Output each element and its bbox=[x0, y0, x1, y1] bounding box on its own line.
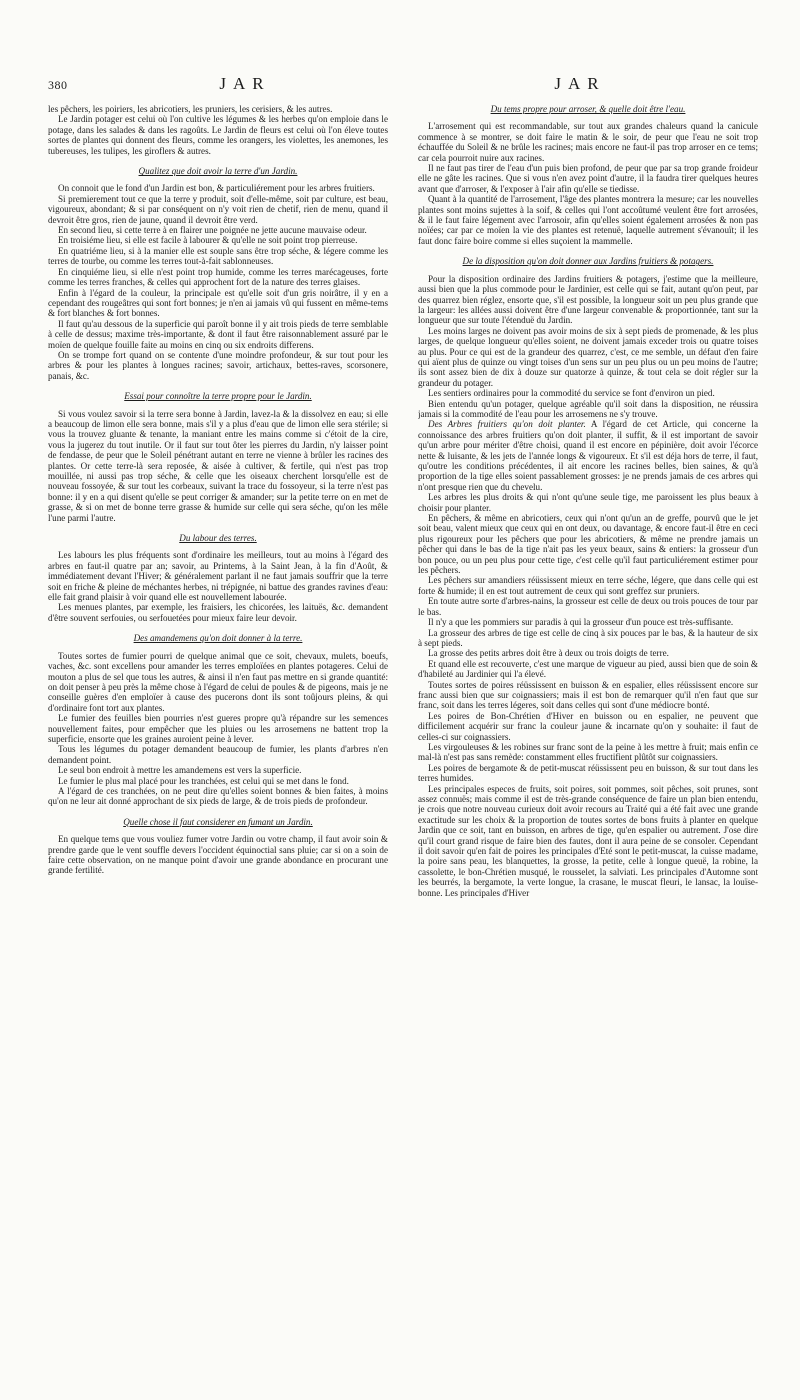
left-column bbox=[48, 104, 388, 1384]
paragraph: En quatriéme lieu, si à la manier elle est souple sans être trop séche, & légere comme les terres de tourbe, ou comme les terres tout-à-fait sablonneuses. bbox=[48, 245, 388, 267]
paragraph: Le fumier des feuilles bien pourries n'est gueres propre qu'à répandre sur les semences nouvellement faites, pour empêcher que les pluies ou les arrosemens ne battent trop la superficie, ensorte que les graines auroient peine à lever. bbox=[48, 713, 388, 744]
right-column bbox=[418, 104, 758, 1384]
paragraph: Les arbres les plus droits & qui n'ont qu'une seule tige, me paroissent les plus beaux à choisir pour planter. bbox=[418, 492, 758, 513]
paragraph: En second lieu, si cette terre à en flairer une poignée ne jette aucune mauvaise odeur. bbox=[58, 225, 367, 236]
paragraph: La grosse des petits arbres doit être à deux ou trois doigts de terre. bbox=[428, 648, 669, 659]
section-heading: Qualitez que doit avoir la terre d'un Jardin. bbox=[138, 166, 298, 177]
paragraph: Les pêchers sur amandiers réüssissent mieux en terre séche, légere, que dans celle qui est forte & humide; il en est tout autrement de ceux qui sont greffez sur pruniers. bbox=[418, 575, 758, 596]
paragraph: Les poires de bergamote & de petit-muscat réüssissent peu en buisson, & sur tout dans les terres humides. bbox=[418, 762, 758, 784]
paragraph: Il ne faut pas tirer de l'eau d'un puis bien profond, de peur que par sa trop grande froideur elle ne gâte les racines. Que si vous n'en avez point d'autre, il la faudra tirer quelques heures avant que d'arroser, & l'exposer à l'air afin qu'elle se tiedisse. bbox=[418, 163, 758, 194]
paragraph: Toutes sortes de poires réüssissent en buisson & en espalier, elles réüssissent encore sur franc aussi bien que sur coignassiers; mais il est bon de remarquer qu'il n'en faut que sur franc, soit dans les terres légeres, soit dans celles qui sont d'une médiocre bonté. bbox=[418, 679, 758, 711]
paragraph: Quant à la quantité de l'arrosement, l'âge des plantes montrera la mesure; car les nouvelles plantes sont moins sujettes à la soif, & celles qui l'ont accoûtumé veulent être fort arrosées, & il le faut faire légement avec l'arrosoir, afin qu'elles soient également arrosées & non pas noïées; car par ce moïen la vie des plantes est retenuë, laquelle autrement s'évanouït; il les faut donc faire boire comme si elles suçoient la mammelle. bbox=[418, 194, 758, 246]
paragraph: Les sentiers ordinaires pour la commodité du service se font d'environ un pied. bbox=[428, 388, 715, 399]
paragraph: Tous les légumes du potager demandent beaucoup de fumier, les plants d'arbres n'en demandent point. bbox=[48, 744, 388, 765]
section-heading: De la disposition qu'on doit donner aux Jardins fruitiers & potagers. bbox=[462, 256, 714, 267]
paragraph: En pêchers, & même en abricotiers, ceux qui n'ont qu'un an de greffe, pourvû que le jet soit beau, valent mieux que ceux qui en ont deux, ou davantage, & encore faut-il être en ceci plus rigoureux pour les pêchers que pour les abricotiers, & même ne prendre jamais un pêcher qui dans le bas de la tige n'ait pas les yeux beaux, sains & entiers: la grosseur d'un bon pouce, ou un peu plus pour cette tige, c'est celle qu'il faut particuliérement estimer pour les pêchers. bbox=[418, 513, 758, 576]
paragraph: En toute autre sorte d'arbres-nains, la grosseur est celle de deux ou trois pouces de tour par le bas. bbox=[418, 596, 758, 617]
paragraph: Toutes sortes de fumier pourri de quelque animal que ce soit, chevaux, mulets, boeufs, vaches, &c. sont excellens pour amander les terres emploïées en plantes potageres. Celui de mouton a plus de sel que tous les autres, & ainsi il n'en faut pas mettre en si grande quantité: on doit penser à peu près la même chose à l'égard de celui de poules & de pigeons, mais je ne conseille guères d'en emploïer à cause des pucerons dont ils sont toûjours pleins, & qui d'ordinaire font tort aux plantes. bbox=[48, 650, 388, 713]
paragraph: Les principales especes de fruits, soit poires, soit pommes, soit pêches, soit prunes, sont assez connuës; mais comme il est de très-grande conséquence de faire un plan bien entendu, je crois que notre nouveau curieux doit avoir recours au Traité qui a été fait avec une grande exactitude sur les choix & la proportion de toutes sortes de bons fruits à planter en quelque Jardin que ce soit, tant en buisson, en arbres de tige, qu'en espalier ou autrement. J'ose dire qu'il court grand risque de faire bien des fautes, dont il aura peine de se consoler. Cependant il doit savoir qu'en fait de poires les principales d'Eté sont le petit-muscat, la cuisse madame, la poire sans peau, les blanquettes, la grosse, la petite, celle à longue queuë, la robine, la cassolette, le bon-Chrétien musqué, le rousselet, la salviati. Les principales d'Automne sont les beurrés, la bergamote, la verte longue, la crasane, le muscat fleuri, le lansac, la louïse-bonne. Les principales d'Hiver bbox=[418, 783, 758, 898]
section-heading: Du tems propre pour arroser, & quelle doit être l'eau. bbox=[490, 104, 686, 114]
paragraph: Si premierement tout ce que la terre y produit, soit d'elle-même, soit par culture, est beau, vigoureux, abondant; & si par conséquent on n'y voit rien de chetif, rien de menu, quand il devroit être gros, rien de jaune, quand il devroit être verd. bbox=[48, 193, 388, 225]
paragraph: Bien entendu qu'un potager, quelque agréable qu'il soit dans la disposition, ne réussira jamais si la commodité de l'eau pour les arrosemens ne s'y trouve. bbox=[418, 398, 758, 419]
paragraph: Le Jardin potager est celui où l'on cultive les légumes & les herbes qu'on emploie dans le potage, dans les salades & dans les ragoûts. Le Jardin de fleurs est celui où l'on éleve toutes sortes de plantes qui donnent des fleurs, comme les orangers, les violettes, les anemones, les tubereuses, les tulipes, les giroflers & autres. bbox=[48, 114, 388, 156]
paragraph: En troisiéme lieu, si elle est facile à labourer & qu'elle ne soit point trop pierreuse. bbox=[58, 235, 358, 246]
section-heading: Des amandemens qu'on doit donner à la terre. bbox=[133, 633, 303, 644]
section-heading: Du labour des terres. bbox=[179, 533, 257, 544]
paragraph: La grosseur des arbres de tige est celle de cinq à six pouces par le bas, & la hauteur de six à sept pieds. bbox=[418, 627, 758, 648]
page-number: 380 bbox=[48, 78, 68, 92]
paragraph: Le fumier le plus mal placé pour les tranchées, est celui qui se met dans le fond. bbox=[58, 775, 349, 786]
paragraph: Le seul bon endroit à mettre les amandemens est vers la superficie. bbox=[58, 765, 302, 776]
paragraph: L'arrosement qui est recommandable, sur tout aux grandes chaleurs quand la canicule commence à se montrer, se doit faire le matin & le soir, de peur que l'eau ne soit trop échauffée du Soleil & ne brûle les racines; mais encore ne faut-il pas trop arroser en ce tems; car cela pourroit nuire aux racines. bbox=[418, 121, 758, 163]
paragraph: les pêchers, les poiriers, les abricotiers, les pruniers, les cerisiers, & les autres. bbox=[48, 104, 333, 114]
paragraph: A l'égard de ces tranchées, on ne peut dire qu'elles soient bonnes & bien faites, à moins qu'on ne leur ait donné approchant de six pieds de large, & de trois pieds de profondeur. bbox=[48, 785, 388, 807]
paragraph: On se trompe fort quand on se contente d'une moindre profondeur, & sur tout pour les arbres & pour les plantes à longues racines; savoir, artichaux, bettes-raves, scorsonere, panais, &c. bbox=[48, 349, 388, 381]
paragraph: On connoit que le fond d'un Jardin est bon, & particuliérement pour les arbres fruitiers. bbox=[58, 183, 375, 194]
running-head-right: JAR bbox=[554, 74, 606, 93]
paragraph: Les moins larges ne doivent pas avoir moins de six à sept pieds de promenade, & les plus larges, de quelque longueur qu'elles soient, ne doivent jamais exceder trois ou quatre toises au plus. Pour ce qui est de la grandeur des quarrez, c'est, ce me semble, un défaut d'en faire qui aïent plus de quinze ou vingt toises d'un sens sur un peu plus ou un peu moins de l'autre; ils sont assez bien de dix à douze sur quatorze à quinze, & tout cela se doit régler sur la grandeur du potager. bbox=[418, 325, 758, 388]
inline-subheading: Des Arbres fruitiers qu'on doit planter. bbox=[428, 419, 586, 430]
section-heading: Essai pour connoître la terre propre pour le Jardin. bbox=[124, 391, 312, 402]
paragraph-text: A l'égard de cet Article, qui concerne la connoissance des arbres fruitiers qu'on doit planter, il suffit, & il est important de savoir qu'un arbre pour mériter d'être choisi, quand il est encore en pépinière, doit avoir l'écorce nette & luisante, & les jets de l'année longs & vigoureux. Et s'il est déja hors de terre, il faut, qu'outre les conditions précédentes, il ait encore les racines belles, bien saines, & qu'à proportion de la tige elles soient passablement grosses: je ne prends jamais de ces arbres qui n'ont presque rien que du chevelu. bbox=[418, 419, 758, 492]
paragraph: Les poires de Bon-Chrétien d'Hiver en buisson ou en espalier, ne peuvent que difficilement acquérir sur franc la couleur jaune & incarnate qu'on y souhaite: il faut de celles-ci sur coignassiers. bbox=[418, 710, 758, 742]
paragraph: Et quand elle est recouverte, c'est une marque de vigueur au pied, aussi bien que de soin & d'habileté au Jardinier qui l'a élevé. bbox=[418, 658, 758, 680]
paragraph: Les menues plantes, par exemple, les fraisiers, les chicorées, les laituës, &c. demandent d'être souvent serfouies, ou serfouetées pour mieux faire leur devoir. bbox=[48, 602, 388, 623]
paragraph bbox=[418, 419, 758, 492]
running-head-left: JAR bbox=[219, 74, 271, 93]
paragraph: En cinquiéme lieu, si elle n'est point trop humide, comme les terres marécageuses, forte comme les terres franches, & celles qui approchent fort de la nature des terres glaises. bbox=[48, 266, 388, 288]
section-heading: Quelle chose il faut considerer en fumant un Jardin. bbox=[123, 816, 313, 827]
paragraph: Il faut qu'au dessous de la superficie qui paroît bonne il y ait trois pieds de terre semblable à celle de dessus; maxime très-importante, & dont il faut être raisonnablement assuré par le moïen de quelque fouille faite au moins en cinq ou six endroits differens. bbox=[48, 318, 388, 350]
paragraph: Les labours les plus fréquents sont d'ordinaire les meilleurs, tout au moins à l'égard des arbres en faut-il quatre par an; savoir, au Printems, à la Saint Jean, à la fin d'Août, & immédiatement devant l'Hiver; & généralement parlant il ne faut jamais souffrir que la terre soit en friche & pleine de méchantes herbes, ni trépignée, ni battue des grandes ravines d'eau: elle fait grand plaisir à voir quand elle est nouvellement labourée. bbox=[48, 550, 388, 603]
paragraph: Si vous voulez savoir si la terre sera bonne à Jardin, lavez-la & la dissolvez en eau; si elle a beaucoup de limon elle sera bonne, mais s'il y a plus d'eau que de limon elle sera stérile; si vous la trouvez gluante & tenante, la maniant entre les mains comme si c'étoit de la cire, vous la jugerez du tout inutile. Or il faut sur tout ôter les pierres du Jardin, n'y laisser point de fendasse, de peur que le Soleil pénétrant autant en terre ne vienne à brûler les racines des plantes. Or cette terre-là sera reposée, & aisée à cultiver, & fertile, qui n'est pas trop mouillée, ni aussi pas trop séche, & celle que les oiseaux cherchent lorsqu'elle est de nouveau fossoyée, & sur tout les corbeaux, suivant la trace du fossoyeur, si la terre n'est pas bonne: il y en a qui disent qu'elle se peut corriger & amander; sur la petite terre on en met de grasse, & si on met de bonne terre grasse & humide sur celle qui sera séche, qu'on les mêle l'une parmi l'autre. bbox=[48, 408, 388, 523]
paragraph: Enfin à l'égard de la couleur, la principale est qu'elle soit d'un gris noirâtre, il y en a cependant des rougeâtres qui sont fort bonnes; je n'en ai jamais vû qui fussent en même-tems & fort blanches & fort bonnes. bbox=[48, 287, 388, 319]
paragraph: Il n'y a que les pommiers sur paradis à qui la grosseur d'un pouce est très-suffisante. bbox=[428, 617, 734, 628]
paragraph: En quelque tems que vous vouliez fumer votre Jardin ou votre champ, il faut avoir soin & prendre garde que le vent souffle devers l'occident équinoctial sans pluie; car si on a soin de faire cette observation, on ne manque point d'avoir une grande abondance en procurant une grande fertilité. bbox=[48, 834, 388, 876]
paragraph: Les virgouleuses & les robines sur franc sont de la peine à les mettre à fruit; mais enfin ce mal-là n'est pas sans remède: constamment elles fructifient plûtôt sur coignassiers. bbox=[418, 741, 758, 763]
paragraph: Pour la disposition ordinaire des Jardins fruitiers & potagers, j'estime que la meilleure, aussi bien que la plus commode pour le Jardinier, est celle qui se fait, autant qu'on peut, par des quarrez bien réglez, ensorte que, s'il est possible, la longueur soit un peu plus grande que la largeur: les allées aussi doivent être d'une largeur convenable & proportionnée, tant sur la longueur que sur toute l'étenduë du Jardin. bbox=[418, 273, 758, 326]
